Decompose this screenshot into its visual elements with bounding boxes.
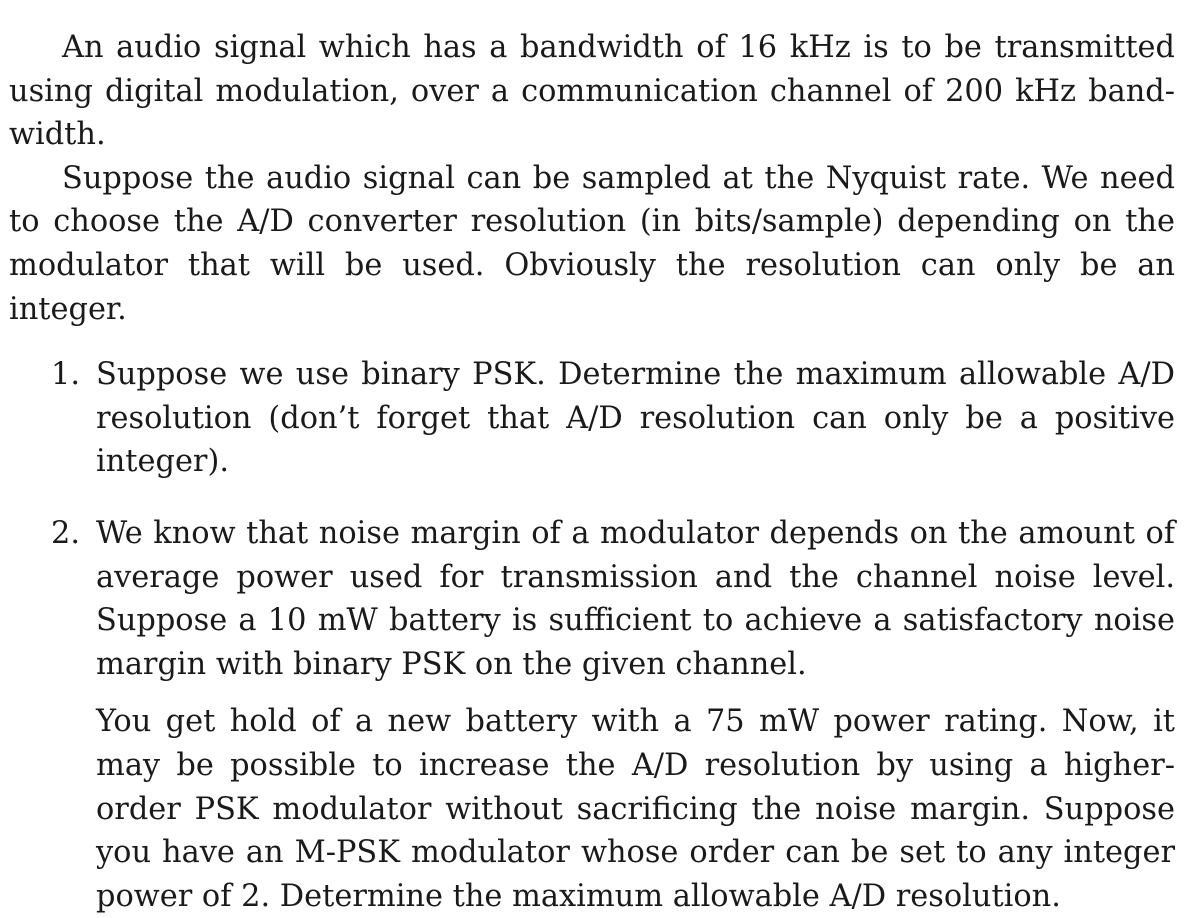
question-number: 2.	[51, 515, 80, 551]
question-1-paragraph-1: Suppose we use binary PSK. Determine the maximum allowable A/D resolution (don’t forget that A/D resolution can only be a positive integer).	[96, 357, 1175, 480]
question-list	[9, 353, 1175, 918]
question-item-2	[9, 512, 1175, 918]
question-2-paragraph-1: We know that noise margin of a modulator depends on the amount of average power used for transmission and the channel noise level. Suppose a 10 mW battery is sufficient to achieve a satisfactory noise margin with binary PSK on the given channel.	[96, 515, 1175, 682]
intro-paragraph-1: An audio signal which has a bandwidth of 16 kHz is to be transmitted using digital modulation, over a communication channel of 200 kHz bandwidth.	[9, 30, 1175, 153]
question-2-paragraph-2: You get hold of a new battery with a 75 mW power rating. Now, it may be possible to increase the A/D resolution by using a higher-order PSK modulator without sacrificing the noise margin. Suppose you have an M-PSK modulator whose order can be set to any integer power of 2. Determine the maximum allowable A/D resolution.	[96, 704, 1175, 914]
question-number: 1.	[51, 357, 80, 393]
question-item-1	[9, 353, 1175, 484]
intro-paragraph-2: Suppose the audio signal can be sampled at the Nyquist rate. We need to choose the A/D converter resolution (in bits/sample) depending on the modulator that will be used. Obviously the resolution can only be an integer.	[9, 160, 1175, 327]
